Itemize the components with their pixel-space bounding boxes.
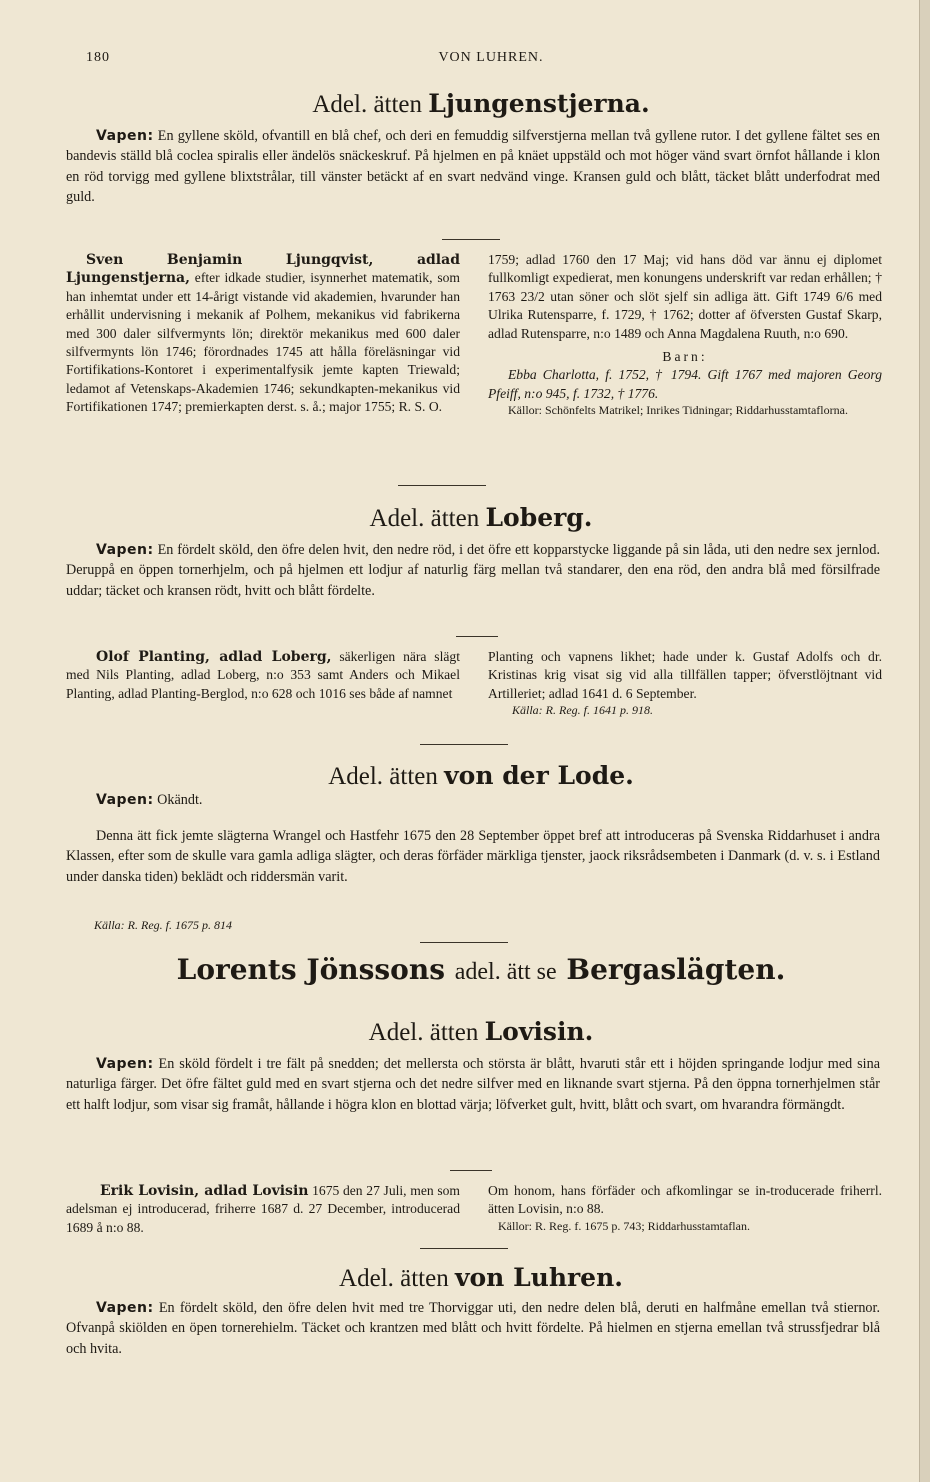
vapen-label: Vapen: [96, 1300, 154, 1316]
section-title-lovisin [66, 1016, 896, 1049]
vapen-paragraph [66, 790, 880, 810]
person-name: Sven Benjamin Ljungqvist, adlad Ljungenstjerna, [66, 252, 460, 287]
person-name: Erik Lovisin, adlad Lovisin [100, 1183, 309, 1199]
family-name: Lorents Jönssons [176, 953, 445, 986]
title-prefix: Adel. ätten [312, 91, 423, 118]
biography-text: 1675 den 27 Juli, men som adelsman ej introducerad, friherre 1687 d. 27 December, introducerad 1689 å n:o 88. [66, 1183, 460, 1235]
page-number: 180 [86, 50, 110, 65]
biography-continued: 1759; adlad 1760 den 17 Maj; vid hans död var ännu ej diplomet fullkomligt expedierat, men konungens underskrift var redan erhållen; † 1763 23/2 utan söner och slöt sjelf sin adliga ätt. Gift 1749 6/6 med Ulrika Rutensparre, f. 1729, † 1762; dotter af öfversten Gustaf Skarp, adlad Rutensparre, n:o 1489 och Anna Magdalena Ruuth, n:o 690. [488, 252, 882, 341]
vapen-text: En fördelt sköld, den öfre delen hvit, den nedre röd, i det öfre ett kopparstycke liggande på sin låda, uti den nedre sex jernlod. Deruppå en öppen tornerhjelm, och på hjelmen ett lodjur af naturlig färg mellan två standarer, den ena röd, den andra blå med försilfrade uddar; täcket och kransen rödt, hvitt och blått fördelte. [66, 542, 880, 599]
title-prefix: Adel. ätten [369, 505, 480, 532]
history-text: Denna ätt fick jemte slägterna Wrangel och Hastfehr 1675 den 28 September öppet bref att introduceras på Svenska Riddarhuset i andra Klassen, efter som de skulle vara gamla adliga slägter, och deras förfäder märkliga tjenster, jaock riksrådsembeten i Danmark (d. v. s. i Estland under danska tiden) beklädt och riddersmän varit. [66, 828, 880, 885]
vapen-paragraph [66, 1054, 880, 1115]
biography-text: efter idkade studier, isynnerhet matematik, som han inhemtat under ett 14-årigt vistande vid akademien, hvarunder han erhållit undervisning i mekanik af Polhem, mekanikus vid fabrikerna med 300 daler silfvermynts lön; direktör mekanikus med 600 daler silfvermynts lön 1746; förordnades 1745 att hålla föreläsningar vid Fortifikations-Kontoret i experimentalfysik jemte kapten Triewald; ledamot af Vetenskaps-Akademien 1746; sekundkapten-mekanikus vid Fortifikationen 1747; premierkapten derst. s. å.; major 1755; R. S. O. [66, 270, 460, 415]
vapen-label: Vapen: [96, 792, 154, 808]
right-column [488, 648, 882, 717]
divider [442, 239, 500, 240]
section-title-von-der-lode [66, 760, 896, 793]
sources: Källor: Schönfelts Matrikel; Inrikes Tidningar; Riddarhusstamtaflorna. [508, 403, 848, 418]
vapen-paragraph [66, 126, 880, 208]
divider [420, 744, 508, 745]
biography-continued: Planting och vapnens likhet; hade under k. Gustaf Adolfs och dr. Kristinas krig visat sig vid alla tillfällen tapper; öfverstlöjtnant vid Artilleriet; adlad 1641 d. 6 September. [488, 649, 882, 701]
left-column [66, 1182, 460, 1237]
title-name: von der Lode. [444, 761, 634, 790]
source: Källa: R. Reg. f. 1675 p. 814 [94, 918, 232, 932]
source: Källa: R. Reg. f. 1641 p. 918. [512, 703, 653, 718]
children-text: Ebba Charlotta, f. 1752, † 1794. Gift 1767 med majoren Georg Pfeiff, n:o 945, f. 1732, † 1776. [488, 367, 882, 401]
barn-heading: Barn: [662, 349, 708, 365]
vapen-text: Okändt. [157, 792, 203, 808]
cross-reference-title [66, 952, 896, 990]
divider [398, 485, 486, 486]
title-prefix: Adel. ätten [328, 763, 438, 790]
title-prefix: Adel. ätten [339, 1265, 449, 1292]
section-title-von-luhren [66, 1262, 896, 1295]
divider [450, 1170, 492, 1171]
title-name: von Luhren. [454, 1263, 623, 1292]
sources: Källor: R. Reg. f. 1675 p. 743; Riddarhusstamtaflan. [498, 1218, 750, 1233]
title-name: Lovisin. [484, 1017, 594, 1046]
running-title: VON LUHREN. [438, 50, 544, 65]
vapen-label: Vapen: [96, 542, 154, 558]
vapen-text: En fördelt sköld, den öfre delen hvit med tre Thorviggar uti, den nedre delen blå, deruti en halfmåne emellan två stiernor. Ofvanpå skiölden en öpen tornerehielm. Täcket och krantzen med blått och hvitt fördelte. På hielmen en stjerna emellan två strussfjedrar blå och hvita. [66, 1300, 881, 1357]
title-prefix: Adel. ätten [368, 1019, 479, 1046]
reference-text: Om honom, hans förfäder och afkomlingar se in-troducerade friherrl. ätten Lovisin, n:o 88. [488, 1183, 882, 1217]
section-title-ljungenstjerna [66, 88, 896, 121]
vapen-label: Vapen: [96, 1056, 154, 1072]
vapen-text: En sköld fördelt i tre fält på snedden; det mellersta och största är blått, hvaruti står ett i höjden springande lodjur med sina naturliga färger. Det öfre fältet guld med en svart stjerna och det nedre silfver med en liknande svart stjerna. På den öppna tornerhjelmen står ett halft lodjur, som visar sig framåt, hållande i högra klon en blottad värja; löfverket gult, hvitt, blått och svart, om hvarandra förmängdt. [66, 1056, 880, 1113]
vapen-paragraph [66, 1298, 880, 1359]
title-name: Ljungenstjerna. [428, 89, 650, 118]
title-name: Loberg. [485, 503, 593, 532]
vapen-paragraph [66, 540, 880, 601]
divider [456, 636, 498, 637]
right-column [488, 251, 882, 417]
vapen-label: Vapen: [96, 128, 154, 144]
page-edge [919, 0, 930, 1482]
vapen-text: En gyllene sköld, ofvantill en blå chef, och deri en femuddig silfverstjerna mellan två gyllene rutor. I det gyllene fältet ses en bandevis ställd blå coclea spiralis eller ändelös snäckeskruf. På hjelmen en på knäet uppstäld och mot höger vänd svart örnfot hållande i klon en röd torvigg med gyllene blixtstrålar, till vänster betäckt af en svart nedvänd vinge. Kransen guld och blått, täcket blått underfodrat med guld. [66, 128, 880, 206]
right-column [488, 1182, 882, 1233]
divider [420, 1248, 508, 1249]
referenced-family: Bergaslägten. [566, 953, 786, 986]
history-paragraph [66, 826, 880, 887]
left-column [66, 648, 460, 703]
divider [420, 942, 508, 943]
cross-reference-text: adel. ätt se [454, 959, 557, 985]
section-title-loberg [66, 502, 896, 535]
left-column [66, 251, 460, 417]
biography-text: säkerligen nära slägt med Nils Planting, adlad Loberg, n:o 353 samt Anders och Mikael Planting, adlad Planting-Berglod, n:o 628 och 1016 ses både af namnet [66, 649, 460, 701]
person-name: Olof Planting, adlad Loberg, [96, 649, 332, 665]
page-header [86, 50, 896, 70]
